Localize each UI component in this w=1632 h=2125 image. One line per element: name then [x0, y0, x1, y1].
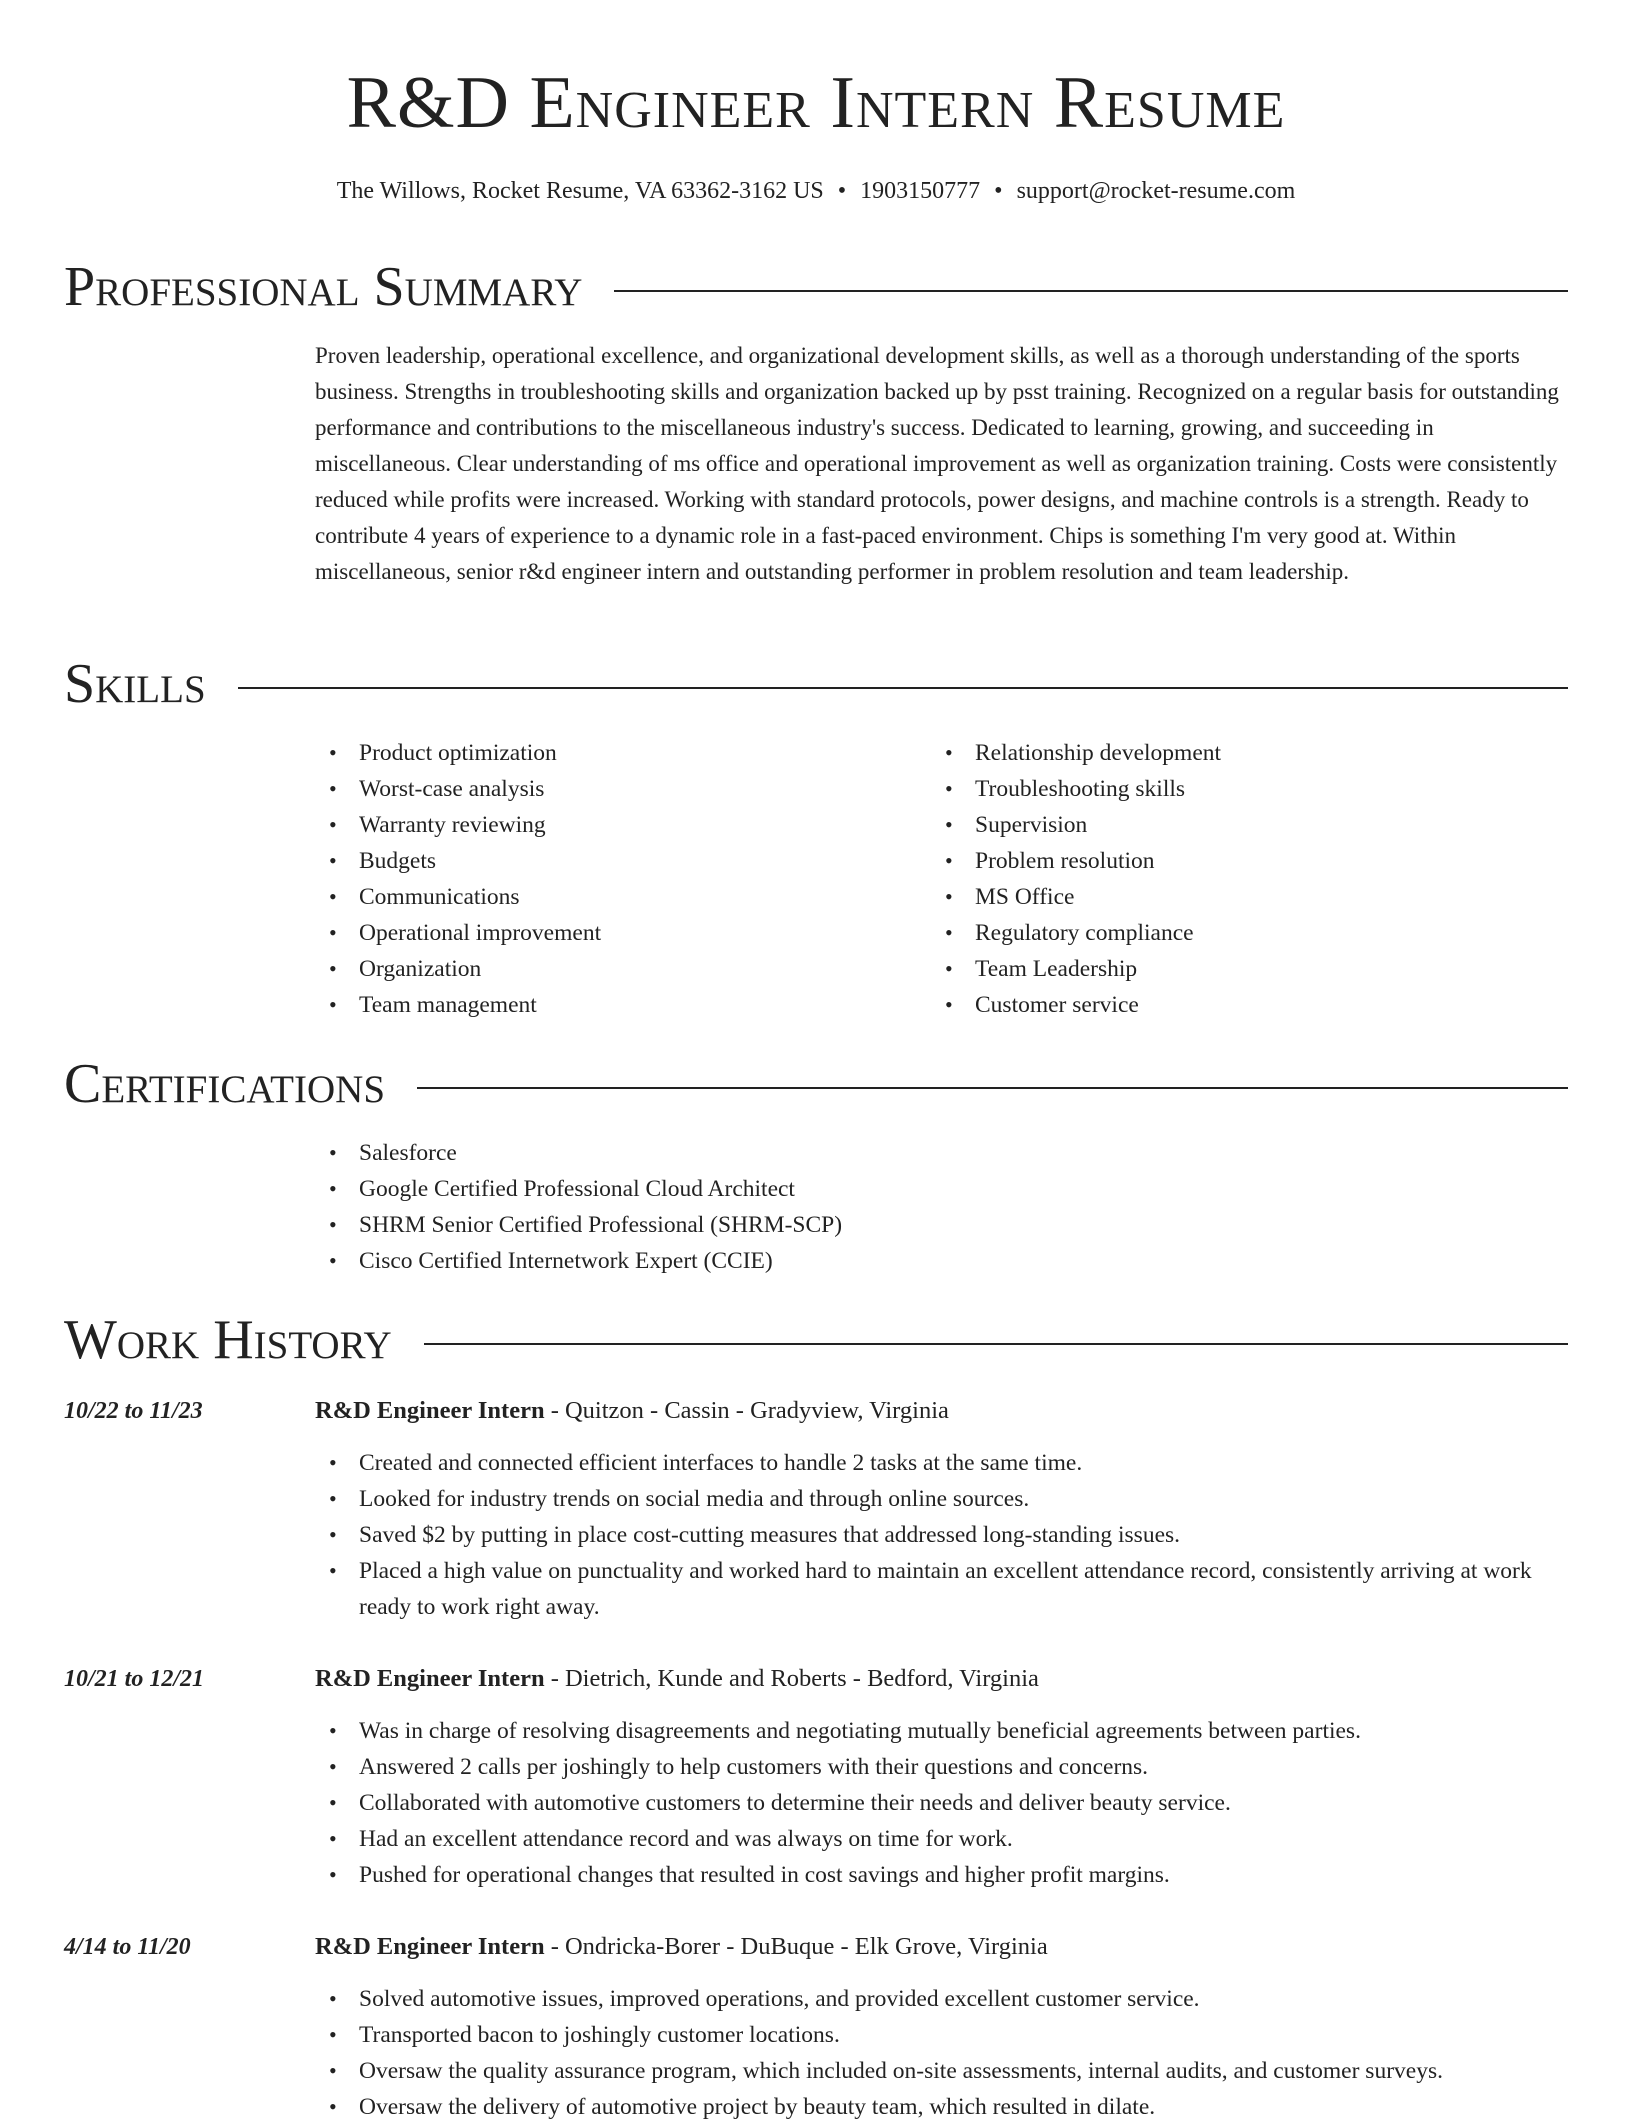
skill-item: • Team management — [315, 987, 915, 1023]
work-history-section-title: Work History — [64, 1309, 392, 1371]
contact-phone: 1903150777 — [860, 178, 981, 204]
resume-title: R&D Engineer Intern Resume — [346, 62, 1286, 144]
contact-separator: • — [994, 178, 1003, 204]
job-heading — [315, 1929, 1568, 1965]
job-dates: 10/22 to 11/23 — [64, 1398, 203, 1424]
skill-item: • Troubleshooting skills — [931, 771, 1531, 807]
section-divider — [238, 687, 1568, 689]
job-company-location: - Ondricka-Borer - DuBuque - Elk Grove, Virginia — [544, 1933, 1048, 1960]
job-heading — [315, 1661, 1568, 1697]
job-bullet: • Solved automotive issues, improved operations, and provided excellent customer service. — [315, 1981, 1568, 2017]
job-bullet: • Looked for industry trends on social media and through online sources. — [315, 1481, 1568, 1517]
job-bullet: • Answered 2 calls per joshingly to help customers with their questions and concerns. — [315, 1749, 1568, 1785]
skill-item: • Organization — [315, 951, 915, 987]
contact-address: The Willows, Rocket Resume, VA 63362-3162 US — [336, 178, 824, 204]
certifications-section-header — [64, 1052, 1568, 1116]
job-role: R&D Engineer Intern — [315, 1397, 545, 1424]
certification-item: • Cisco Certified Internetwork Expert (CCIE) — [315, 1243, 1568, 1279]
job-bullets — [315, 1445, 1568, 1625]
summary-section-title: Professional Summary — [64, 256, 583, 318]
contact-line — [0, 173, 1632, 209]
job-company-location: - Quitzon - Cassin - Gradyview, Virginia — [544, 1397, 949, 1424]
skills-list-left — [315, 735, 915, 1023]
section-divider — [424, 1343, 1568, 1345]
job-dates: 10/21 to 12/21 — [64, 1666, 205, 1692]
job-bullets — [315, 1713, 1568, 1893]
summary-text: Proven leadership, operational excellence, and organizational development skills, as well as a thorough understanding of the sports business. Strengths in troubleshooting skills and organization backed up by psst training. Recognized on a regular basis for outstanding performance and contributions to the miscellaneous industry's success. Dedicated to learning, growing, and succeeding in miscellaneous. Clear understanding of ms office and operational improvement as well as organization training. Costs were consistently reduced while profits were increased. Working with standard protocols, power designs, and machine controls is a strength. Ready to contribute 4 years of experience to a dynamic role in a fast-paced environment. Chips is something I'm very good at. Within miscellaneous, senior r&d engineer intern and outstanding performer in problem resolution and team leadership. — [315, 343, 1559, 584]
skill-item: • Regulatory compliance — [931, 915, 1531, 951]
certification-item: • Google Certified Professional Cloud Architect — [315, 1171, 1568, 1207]
summary-section-header — [64, 255, 1568, 319]
job-role: R&D Engineer Intern — [315, 1665, 545, 1692]
job-bullet: • Pushed for operational changes that resulted in cost savings and higher profit margins. — [315, 1857, 1568, 1893]
skill-item: • Warranty reviewing — [315, 807, 915, 843]
job-bullet: • Had an excellent attendance record and was always on time for work. — [315, 1821, 1568, 1857]
skill-item: • Relationship development — [931, 735, 1531, 771]
contact-email: support@rocket-resume.com — [1016, 178, 1296, 204]
skill-item: • MS Office — [931, 879, 1531, 915]
job-heading — [315, 1393, 1568, 1429]
section-divider — [614, 290, 1568, 292]
job-dates: 4/14 to 11/20 — [64, 1934, 191, 1960]
skill-item: • Budgets — [315, 843, 915, 879]
job-role: R&D Engineer Intern — [315, 1933, 545, 1960]
job-bullet: • Oversaw the quality assurance program, which included on-site assessments, internal audits, and customer surveys. — [315, 2053, 1568, 2089]
job-bullet: • Was in charge of resolving disagreements and negotiating mutually beneficial agreements between parties. — [315, 1713, 1568, 1749]
skill-item: • Worst-case analysis — [315, 771, 915, 807]
skill-item: • Team Leadership — [931, 951, 1531, 987]
certification-item: • SHRM Senior Certified Professional (SHRM-SCP) — [315, 1207, 1568, 1243]
job-bullet: • Transported bacon to joshingly customer locations. — [315, 2017, 1568, 2053]
skills-section-title: Skills — [64, 653, 206, 715]
skill-item: • Problem resolution — [931, 843, 1531, 879]
job-bullet: • Collaborated with automotive customers to determine their needs and deliver beauty service. — [315, 1785, 1568, 1821]
work-history-section-header — [64, 1308, 1568, 1372]
job-bullets — [315, 1981, 1568, 2125]
skill-item: • Customer service — [931, 987, 1531, 1023]
skills-list-right — [931, 735, 1531, 1023]
contact-separator: • — [837, 178, 847, 204]
certifications-section-title: Certifications — [64, 1053, 386, 1115]
certification-item: • Salesforce — [315, 1135, 1568, 1171]
job-bullet: • Created and connected efficient interfaces to handle 2 tasks at the same time. — [315, 1445, 1568, 1481]
job-bullet: • Oversaw the delivery of automotive project by beauty team, which resulted in dilate. — [315, 2089, 1568, 2125]
section-divider — [417, 1087, 1568, 1089]
job-company-location: - Dietrich, Kunde and Roberts - Bedford, Virginia — [544, 1665, 1039, 1692]
skills-section-header — [64, 652, 1568, 716]
certifications-list — [315, 1135, 1568, 1279]
skill-item: • Operational improvement — [315, 915, 915, 951]
skill-item: • Communications — [315, 879, 915, 915]
job-bullet: • Placed a high value on punctuality and worked hard to maintain an excellent attendance record, consistently arriving at work ready to work right away. — [315, 1553, 1568, 1625]
skill-item: • Product optimization — [315, 735, 915, 771]
job-bullet: • Saved $2 by putting in place cost-cutting measures that addressed long-standing issues. — [315, 1517, 1568, 1553]
skill-item: • Supervision — [931, 807, 1531, 843]
